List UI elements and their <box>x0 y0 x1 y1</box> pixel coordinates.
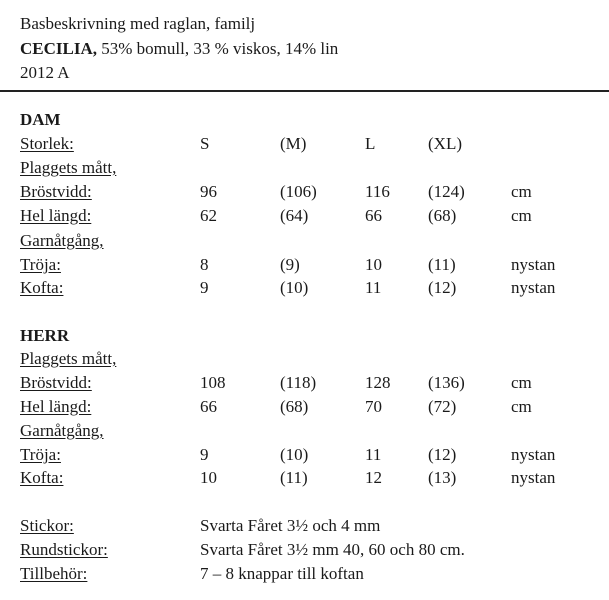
unit: nystan <box>511 468 556 487</box>
cell-value: 96 <box>200 182 217 201</box>
table-row <box>0 181 609 203</box>
measure-label: Plaggets mått, <box>20 349 117 368</box>
cell-value: 128 <box>365 373 391 392</box>
row-label: Hel längd: <box>20 397 92 416</box>
size-row <box>0 133 609 155</box>
cell-value: 70 <box>365 397 382 416</box>
cell-value: (13) <box>428 468 457 487</box>
cell-value: 108 <box>200 373 226 392</box>
cell-value: 8 <box>200 255 209 274</box>
size-value: (M) <box>280 134 307 153</box>
material-text: Svarta Fåret 3½ mm 40, 60 och 80 cm. <box>200 540 465 559</box>
cell-value: (124) <box>428 182 465 201</box>
section-title-dam: DAM <box>20 110 61 129</box>
yarn-heading <box>0 230 609 252</box>
table-row <box>0 467 609 489</box>
cell-value: 9 <box>200 278 209 297</box>
material-label: Rundstickor: <box>20 540 108 559</box>
measure-label: Plaggets mått, <box>20 158 117 177</box>
size-label: Storlek: <box>20 134 74 153</box>
cell-value: 11 <box>365 445 382 464</box>
cell-value: (12) <box>428 445 457 464</box>
unit: nystan <box>511 255 556 274</box>
unit: cm <box>511 373 532 392</box>
size-value: (XL) <box>428 134 462 153</box>
header-title <box>20 39 338 59</box>
cell-value: 9 <box>200 445 209 464</box>
cell-value: 12 <box>365 468 382 487</box>
unit: nystan <box>511 445 556 464</box>
pattern-name: CECILIA, <box>20 39 97 58</box>
size-value: S <box>200 134 210 153</box>
cell-value: (136) <box>428 373 465 392</box>
cell-value: (118) <box>280 373 317 392</box>
table-row <box>0 205 609 227</box>
row-label: Tröja: <box>20 445 61 464</box>
material-text: Svarta Fåret 3½ och 4 mm <box>200 516 381 535</box>
material-label: Tillbehör: <box>20 564 88 583</box>
pattern-code: 2012 A <box>20 63 70 82</box>
unit: nystan <box>511 278 556 297</box>
table-row <box>0 277 609 299</box>
cell-value: 10 <box>365 255 382 274</box>
cell-value: 116 <box>365 182 390 201</box>
section-title-herr: HERR <box>20 326 70 345</box>
yarn-label: Garnåtgång, <box>20 421 104 440</box>
cell-value: (64) <box>280 206 309 225</box>
row-label: Hel längd: <box>20 206 92 225</box>
materials-row <box>0 515 609 537</box>
row-label: Kofta: <box>20 468 64 487</box>
material-text: 7 – 8 knappar till koftan <box>200 564 364 583</box>
table-row <box>0 372 609 394</box>
cell-value: (12) <box>428 278 457 297</box>
table-row <box>0 444 609 466</box>
cell-value: (72) <box>428 397 457 416</box>
unit: cm <box>511 206 532 225</box>
cell-value: (11) <box>280 468 308 487</box>
table-row <box>0 254 609 276</box>
row-label: Bröstvidd: <box>20 182 92 201</box>
cell-value: (68) <box>280 397 309 416</box>
cell-value: (10) <box>280 445 309 464</box>
measure-heading <box>0 157 609 179</box>
measure-heading <box>0 348 609 370</box>
size-value: L <box>365 134 376 153</box>
cell-value: (9) <box>280 255 300 274</box>
row-label: Kofta: <box>20 278 64 297</box>
yarn-label: Garnåtgång, <box>20 231 104 250</box>
unit: cm <box>511 182 532 201</box>
cell-value: (10) <box>280 278 309 297</box>
cell-value: 66 <box>365 206 382 225</box>
header-subtitle: Basbeskrivning med raglan, familj <box>20 14 256 33</box>
cell-value: (68) <box>428 206 457 225</box>
row-label: Bröstvidd: <box>20 373 92 392</box>
header-divider <box>0 90 609 92</box>
yarn-heading <box>0 420 609 442</box>
fiber-composition: 53% bomull, 33 % viskos, 14% lin <box>97 39 339 58</box>
cell-value: 66 <box>200 397 217 416</box>
material-label: Stickor: <box>20 516 74 535</box>
cell-value: (11) <box>428 255 456 274</box>
materials-row <box>0 539 609 561</box>
unit: cm <box>511 397 532 416</box>
row-label: Tröja: <box>20 255 61 274</box>
cell-value: 10 <box>200 468 217 487</box>
cell-value: 62 <box>200 206 217 225</box>
table-row <box>0 396 609 418</box>
cell-value: 11 <box>365 278 382 297</box>
cell-value: (106) <box>280 182 317 201</box>
materials-row <box>0 563 609 585</box>
